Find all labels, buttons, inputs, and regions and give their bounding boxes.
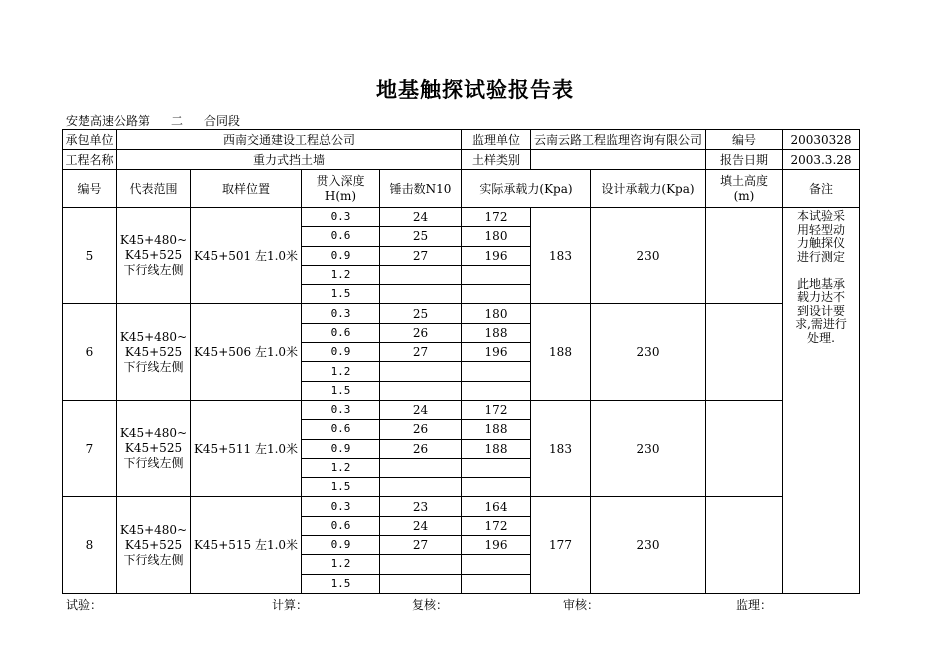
header-row bbox=[63, 170, 860, 208]
blows-cell: 25 bbox=[380, 304, 462, 323]
header-no: 编号 bbox=[63, 170, 117, 208]
value-cell: 180 bbox=[462, 227, 531, 246]
number-value: 20030328 bbox=[783, 130, 860, 150]
group-design: 230 bbox=[591, 497, 706, 593]
group-design: 230 bbox=[591, 208, 706, 304]
depth-cell: 0.6 bbox=[302, 516, 380, 535]
project-label: 工程名称 bbox=[63, 150, 117, 170]
depth-cell: 0.3 bbox=[302, 400, 380, 419]
group-no: 8 bbox=[63, 497, 117, 593]
value-cell bbox=[462, 478, 531, 497]
blows-cell bbox=[380, 478, 462, 497]
depth-cell: 1.2 bbox=[302, 265, 380, 284]
date-value: 2003.3.28 bbox=[783, 150, 860, 170]
header-range: 代表范围 bbox=[117, 170, 191, 208]
remark-cell: 本试验采 用轻型动 力触探仪 进行测定 此地基承 载力达不 到设计要 求,需进行 处理. bbox=[783, 208, 860, 594]
value-cell: 196 bbox=[462, 343, 531, 362]
blows-cell bbox=[380, 555, 462, 574]
depth-cell: 0.9 bbox=[302, 439, 380, 458]
group-avg: 177 bbox=[531, 497, 591, 593]
depth-cell: 1.5 bbox=[302, 574, 380, 593]
group-avg: 183 bbox=[531, 400, 591, 496]
footer-calc: 计算： bbox=[272, 598, 309, 612]
value-cell: 188 bbox=[462, 420, 531, 439]
date-label: 报告日期 bbox=[706, 150, 783, 170]
depth-cell: 0.9 bbox=[302, 536, 380, 555]
group-avg: 188 bbox=[531, 304, 591, 400]
group-range: K45+480~ K45+525 下行线左侧 bbox=[117, 208, 191, 304]
header-fill: 填土高度 (m) bbox=[706, 170, 783, 208]
value-cell bbox=[462, 458, 531, 477]
group-position: K45+515 左1.0米 bbox=[191, 497, 302, 593]
group-no: 5 bbox=[63, 208, 117, 304]
blows-cell: 23 bbox=[380, 497, 462, 516]
soil-label: 土样类别 bbox=[462, 150, 531, 170]
value-cell: 172 bbox=[462, 400, 531, 419]
header-blows: 锤击数N10 bbox=[380, 170, 462, 208]
group-range: K45+480~ K45+525 下行线左侧 bbox=[117, 400, 191, 496]
group-position: K45+511 左1.0米 bbox=[191, 400, 302, 496]
depth-cell: 0.3 bbox=[302, 208, 380, 227]
table-row bbox=[63, 497, 860, 516]
group-avg: 183 bbox=[531, 208, 591, 304]
depth-cell: 0.6 bbox=[302, 323, 380, 342]
value-cell: 180 bbox=[462, 304, 531, 323]
header-depth: 贯入深度 H(m) bbox=[302, 170, 380, 208]
value-cell: 172 bbox=[462, 208, 531, 227]
section-prefix: 安楚高速公路第 bbox=[66, 114, 151, 128]
value-cell: 196 bbox=[462, 536, 531, 555]
info-row-1 bbox=[63, 130, 860, 150]
contractor-label: 承包单位 bbox=[63, 130, 117, 150]
footer-audit: 审核： bbox=[563, 598, 600, 612]
depth-cell: 1.2 bbox=[302, 362, 380, 381]
contractor-value: 西南交通建设工程总公司 bbox=[117, 130, 462, 150]
group-no: 7 bbox=[63, 400, 117, 496]
blows-cell: 25 bbox=[380, 227, 462, 246]
depth-cell: 0.6 bbox=[302, 227, 380, 246]
blows-cell: 24 bbox=[380, 208, 462, 227]
value-cell bbox=[462, 381, 531, 400]
group-no: 6 bbox=[63, 304, 117, 400]
value-cell bbox=[462, 362, 531, 381]
value-cell: 188 bbox=[462, 439, 531, 458]
section-line bbox=[66, 112, 240, 130]
group-position: K45+506 左1.0米 bbox=[191, 304, 302, 400]
value-cell bbox=[462, 265, 531, 284]
blows-cell bbox=[380, 265, 462, 284]
footer-test: 试验： bbox=[66, 598, 103, 612]
number-label: 编号 bbox=[706, 130, 783, 150]
section-number: 二 bbox=[150, 112, 204, 130]
section-suffix: 合同段 bbox=[204, 114, 241, 128]
blows-cell: 24 bbox=[380, 400, 462, 419]
footer-review: 复核： bbox=[412, 598, 449, 612]
blows-cell bbox=[380, 574, 462, 593]
report-title: 地基触探试验报告表 bbox=[376, 77, 574, 102]
group-range: K45+480~ K45+525 下行线左侧 bbox=[117, 497, 191, 593]
group-fill bbox=[706, 304, 783, 400]
table-row bbox=[63, 304, 860, 323]
value-cell bbox=[462, 574, 531, 593]
blows-cell bbox=[380, 381, 462, 400]
header-actual: 实际承载力(Kpa) bbox=[462, 170, 591, 208]
value-cell: 172 bbox=[462, 516, 531, 535]
blows-cell: 26 bbox=[380, 439, 462, 458]
depth-cell: 0.3 bbox=[302, 497, 380, 516]
blows-cell bbox=[380, 458, 462, 477]
blows-cell: 27 bbox=[380, 343, 462, 362]
depth-cell: 0.9 bbox=[302, 246, 380, 265]
group-fill bbox=[706, 400, 783, 496]
group-fill bbox=[706, 208, 783, 304]
soil-value bbox=[531, 150, 706, 170]
group-fill bbox=[706, 497, 783, 593]
value-cell: 164 bbox=[462, 497, 531, 516]
depth-cell: 0.9 bbox=[302, 343, 380, 362]
report-table bbox=[62, 129, 860, 594]
group-position: K45+501 左1.0米 bbox=[191, 208, 302, 304]
footer-supervision: 监理： bbox=[736, 598, 773, 612]
table-row bbox=[63, 208, 860, 227]
project-value: 重力式挡土墙 bbox=[117, 150, 462, 170]
blows-cell: 27 bbox=[380, 246, 462, 265]
header-remark: 备注 bbox=[783, 170, 860, 208]
depth-cell: 1.5 bbox=[302, 478, 380, 497]
supervisor-label: 监理单位 bbox=[462, 130, 531, 150]
depth-cell: 0.3 bbox=[302, 304, 380, 323]
depth-cell: 1.5 bbox=[302, 285, 380, 304]
group-range: K45+480~ K45+525 下行线左侧 bbox=[117, 304, 191, 400]
header-position: 取样位置 bbox=[191, 170, 302, 208]
blows-cell: 26 bbox=[380, 420, 462, 439]
blows-cell bbox=[380, 362, 462, 381]
blows-cell bbox=[380, 285, 462, 304]
depth-cell: 0.6 bbox=[302, 420, 380, 439]
depth-cell: 1.2 bbox=[302, 458, 380, 477]
value-cell: 196 bbox=[462, 246, 531, 265]
value-cell bbox=[462, 285, 531, 304]
group-design: 230 bbox=[591, 400, 706, 496]
blows-cell: 24 bbox=[380, 516, 462, 535]
info-row-2 bbox=[63, 150, 860, 170]
value-cell bbox=[462, 555, 531, 574]
table-row bbox=[63, 400, 860, 419]
header-design: 设计承载力(Kpa) bbox=[591, 170, 706, 208]
blows-cell: 27 bbox=[380, 536, 462, 555]
depth-cell: 1.5 bbox=[302, 381, 380, 400]
value-cell: 188 bbox=[462, 323, 531, 342]
group-design: 230 bbox=[591, 304, 706, 400]
supervisor-value: 云南云路工程监理咨询有限公司 bbox=[531, 130, 706, 150]
blows-cell: 26 bbox=[380, 323, 462, 342]
depth-cell: 1.2 bbox=[302, 555, 380, 574]
